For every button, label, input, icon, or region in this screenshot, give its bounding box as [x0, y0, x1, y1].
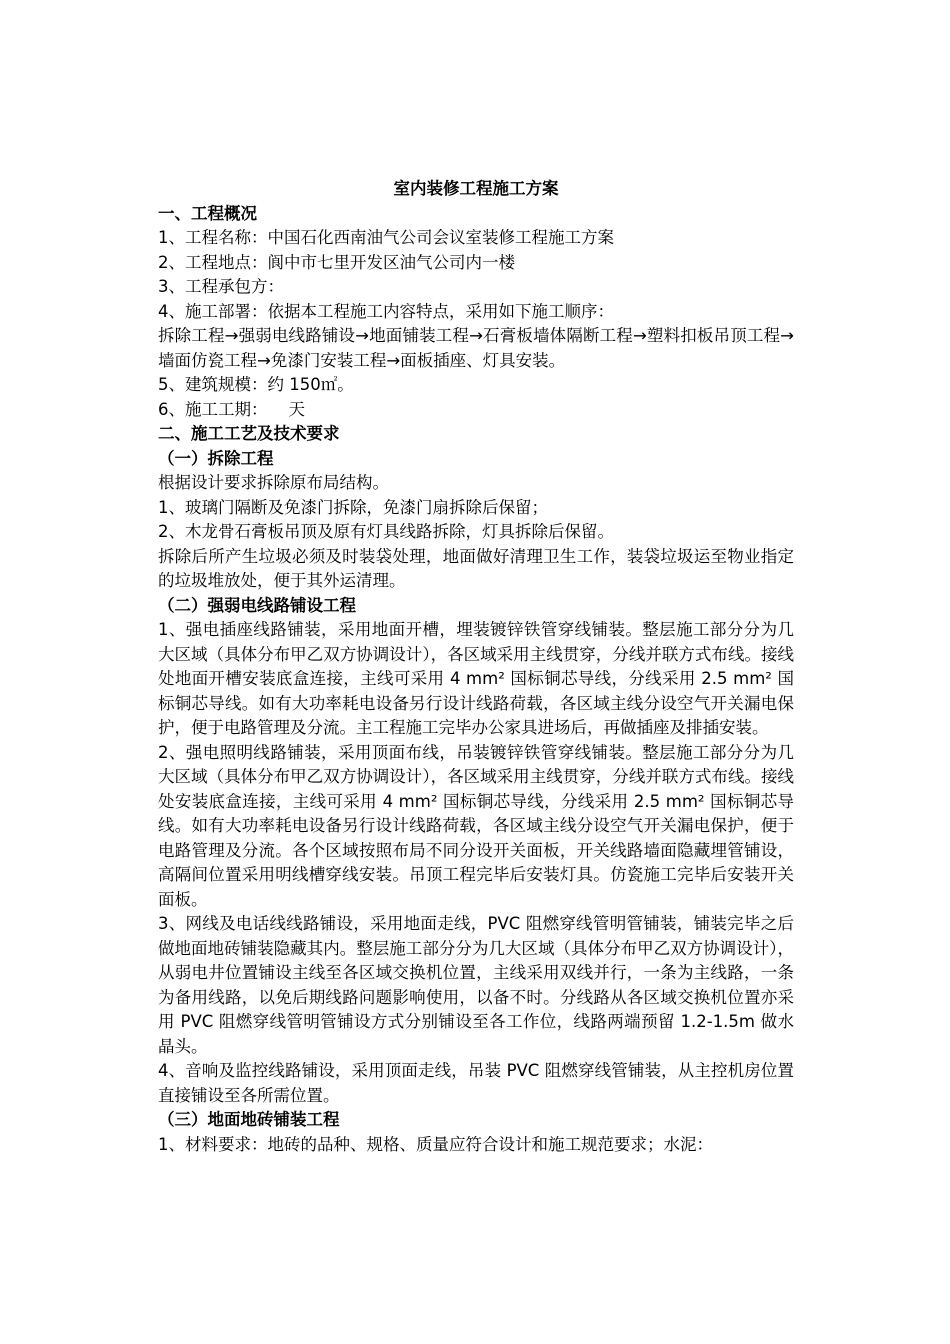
project-name-line: 1、工程名称：中国石化西南油气公司会议室装修工程施工方案 — [158, 228, 614, 247]
wiring-lighting-paragraph: 2、强电照明线路铺装，采用顶面布线，吊装镀锌铁管穿线铺装。整层施工部分分为几大区域（具体分布甲乙双方协调设计），各区域采用主线贯穿，分线并联方式布线。接线处安装底盒连接，主线可采用 4 mm² 国标铜芯导线，分线采用 2.5 mm² 国标铜芯导线。如有大功率耗电设备另行设计线路荷载，各区域主线分设空气开关漏电保护，便于电路管理及分流。各个区域按照布局不同分设开关面板，开关线路墙面隐藏埋管铺设，高隔间位置采用明线槽穿线安装。吊顶工程完毕后安装灯具。仿瓷施工完毕后安装开关面板。 — [158, 742, 794, 909]
wiring-network-paragraph: 3、网线及电话线线路铺设，采用地面走线，PVC 阻燃穿线管明管铺装，铺装完毕之后做地面地砖铺装隐藏其内。整层施工部分分为几大区域（具体分布甲乙双方协调设计），从弱电井位置铺设主线至各区域交换机位置，主线采用双线并行，一条为主线路，一条为备用线路，以免后期线路问题影响使用，以备不时。分线路从各区域交换机位置亦采用 PVC 阻燃穿线管明管铺设方式分别铺设至各工作位，线路两端预留 1.2-1.5m 做水晶头。 — [158, 914, 794, 1056]
project-location-line: 2、工程地点：阆中市七里开发区油气公司内一楼 — [158, 252, 515, 272]
deployment-line: 4、施工部署：依据本工程施工内容特点，采用如下施工顺序： — [158, 301, 614, 321]
demolition-item-2: 2、木龙骨石膏板吊顶及原有灯具线路拆除，灯具拆除后保留。 — [158, 522, 614, 541]
subsection-wiring-heading: （二）强弱电线路铺设工程 — [158, 595, 356, 615]
document-page — [158, 177, 794, 1157]
wiring-socket-paragraph: 1、强电插座线路铺装，采用地面开槽，埋装镀锌铁管穿线铺装。整层施工部分分为几大区域（具体分布甲乙双方协调设计），各区域采用主线贯穿，分线并联方式布线。接线处地面开槽安装底盒连接，主线可采用 4 mm² 国标铜芯导线，分线采用 2.5 mm² 国标铜芯导线。如有大功率耗电设备另行设计线路荷载，各区域主线分设空气开关漏电保护，便于电路管理及分流。主工程施工完毕办公家具进场后，再做插座及排插安装。 — [158, 620, 794, 737]
wiring-audio-monitor-paragraph: 4、音响及监控线路铺设，采用顶面走线，吊装 PVC 阻燃穿线管铺装，从主控机房位置直接铺设至各所需位置。 — [158, 1061, 794, 1105]
section-2-heading: 二、施工工艺及技术要求 — [158, 424, 340, 443]
demolition-item-1: 1、玻璃门隔断及免漆门拆除，免漆门扇拆除后保留； — [158, 497, 548, 517]
building-scale-line: 5、建筑规模：约 150㎡。 — [158, 375, 354, 394]
construction-period-line: 6、施工工期： 天 — [158, 399, 305, 419]
construction-sequence-paragraph: 拆除工程→强弱电线路铺设→地面铺装工程→石膏板墙体隔断工程→塑料扣板吊顶工程→墙面仿瓷工程→免漆门安装工程→面板插座、灯具安装。 — [158, 326, 794, 370]
document-title: 室内装修工程施工方案 — [393, 179, 559, 198]
demolition-waste-paragraph: 拆除后所产生垃圾必须及时装袋处理，地面做好清理卫生工作，装袋垃圾运至物业指定的垃圾堆放处，便于其外运清理。 — [158, 546, 794, 590]
subsection-demolition-heading: （一）拆除工程 — [158, 448, 274, 468]
contractor-line: 3、工程承包方： — [158, 277, 284, 296]
floor-tile-material-line: 1、材料要求：地砖的品种、规格、质量应符合设计和施工规范要求；水泥： — [158, 1134, 713, 1154]
section-1-heading: 一、工程概况 — [158, 203, 257, 223]
subsection-floor-tile-heading: （三）地面地砖铺装工程 — [158, 1110, 340, 1129]
demolition-intro: 根据设计要求拆除原布局结构。 — [158, 473, 389, 492]
